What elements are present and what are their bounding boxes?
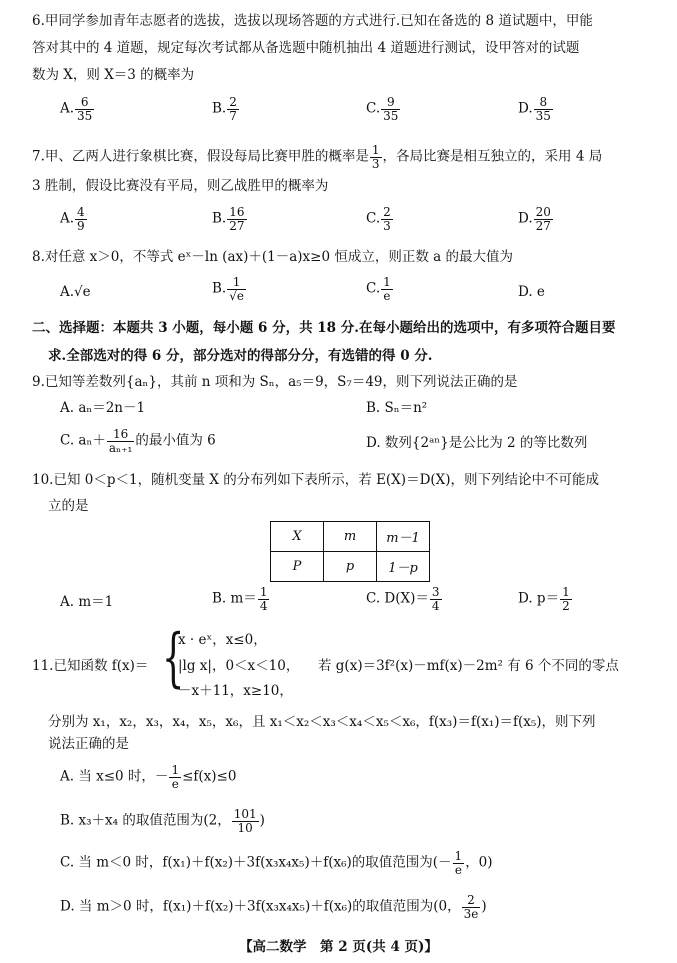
table-row: X m m－1 (271, 522, 430, 552)
q11-option-c: C. 当 m＜0 时，f(x₁)＋f(x₂)＋3f(x₃x₄x₅)＋f(x₆)的取值范围为(－ $\frac{1}{e}$ ，0) (60, 849, 493, 877)
section2-line2: 求.全部选对的得 6 分，部分选对的得部分分，有选错的得 0 分. (48, 348, 433, 364)
q10-option-b: B. m＝ $\frac{1}{4}$ (212, 585, 268, 613)
q11-stem-cont: 若 g(x)＝3f²(x)－mf(x)－2m² 有 6 个不同的零点 (318, 658, 619, 674)
q7-line2: 3 胜制，假设比赛没有平局，则乙战胜甲的概率为 (32, 178, 329, 194)
q11-line3: 分别为 x₁，x₂，x₃，x₄，x₅，x₆，且 x₁＜x₂＜x₃＜x₄＜x₅＜x₆，f(x₃)＝f(x₁)＝f(x₅)，则下列 (48, 714, 596, 730)
q11-option-a: A. 当 x≤0 时，－ $\frac{1}{e}$ ≤f(x)≤0 (60, 763, 237, 791)
q6-line1: 6.甲同学参加青年志愿者的选拔，选拔以现场答题的方式进行.已知在备选的 8 道试题中，甲能 (32, 13, 593, 29)
q11-case2: |lg x|，0＜x＜10， (178, 658, 300, 674)
q7-option-a: A. $\frac{4}{9}$ (60, 205, 85, 233)
q9-option-d: D. 数列{2ᵃⁿ}是公比为 2 的等比数列 (366, 435, 588, 451)
q8-option-c: C. $\frac{1}{e}$ (366, 275, 391, 303)
section2-line1: 二、选择题：本题共 3 小题，每小题 6 分，共 18 分.在每小题给出的选项中，有多项符合题目要 (32, 320, 616, 336)
q11-case3: －x＋11，x≥10， (178, 683, 293, 699)
distribution-table (270, 521, 430, 582)
page-footer: 【高二数学 第 2 页(共 4 页)】 (239, 939, 438, 955)
q10-option-c: C. D(X)＝ $\frac{3}{4}$ (366, 585, 440, 613)
q9-line1: 9.已知等差数列{aₙ}，其前 n 项和为 Sₙ，a₅＝9，S₇＝49，则下列说法正确的是 (32, 374, 518, 390)
q6-option-d: D. $\frac{8}{35}$ (518, 95, 551, 123)
q8-option-a: A.√e (60, 284, 91, 300)
q8-option-d: D. e (518, 284, 545, 300)
q11-option-b: B. x₃＋x₄ 的取值范围为(2， $\frac{101}{10}$ ) (60, 807, 265, 835)
q7-option-b: B. $\frac{16}{27}$ (212, 205, 245, 233)
q11-option-d: D. 当 m＞0 时，f(x₁)＋f(x₂)＋3f(x₃x₄x₅)＋f(x₆)的取值范围为(0， $\frac{2}{3e}$ ) (60, 893, 487, 921)
q8-line1: 8.对任意 x＞0，不等式 eˣ－ln (ax)＋(1－a)x≥0 恒成立，则正数 a 的最大值为 (32, 249, 513, 265)
piecewise-brace: { (162, 621, 185, 695)
q10-line1: 10.已知 0＜p＜1，随机变量 X 的分布列如下表所示，若 E(X)＝D(X)，则下列结论中不可能成 (32, 472, 600, 488)
q10-line2: 立的是 (48, 498, 89, 514)
q10-option-a: A. m＝1 (60, 594, 114, 610)
q6-option-c: C. $\frac{9}{35}$ (366, 95, 399, 123)
q10-option-d: D. p＝ $\frac{1}{2}$ (518, 585, 570, 613)
q6-option-a: A. $\frac{6}{35}$ (60, 95, 93, 123)
q11-line4: 说法正确的是 (48, 736, 129, 752)
q6-line2: 答对其中的 4 道题，规定每次考试都从备选题中随机抽出 4 道题进行测试，设甲答对的试题 (32, 40, 580, 56)
table-row: P p 1－p (271, 552, 430, 582)
q7-option-d: D. $\frac{20}{27}$ (518, 205, 551, 233)
q7-option-c: C. $\frac{2}{3}$ (366, 205, 391, 233)
q9-option-c: C. aₙ＋ $\frac{16}{\text{aₙ₊₁}}$ 的最小值为 6 (60, 427, 216, 455)
q11-case1: x · eˣ，x≤0， (178, 632, 267, 648)
q11-stem: 11.已知函数 f(x)＝ (32, 658, 149, 674)
q9-option-b: B. Sₙ＝n² (366, 400, 428, 416)
q6-line3: 数为 X，则 X＝3 的概率为 (32, 67, 195, 83)
q7-line1: 7.甲、乙两人进行象棋比赛，假设每局比赛甲胜的概率是 $\frac{1}{3}$ ，各局比赛是相互独立的，采用 4 局 (32, 143, 603, 171)
q9-option-a: A. aₙ＝2n－1 (60, 400, 146, 416)
q6-option-b: B. $\frac{2}{7}$ (212, 95, 237, 123)
q8-option-b: B. $\frac{1}{√e}$ (212, 275, 244, 303)
